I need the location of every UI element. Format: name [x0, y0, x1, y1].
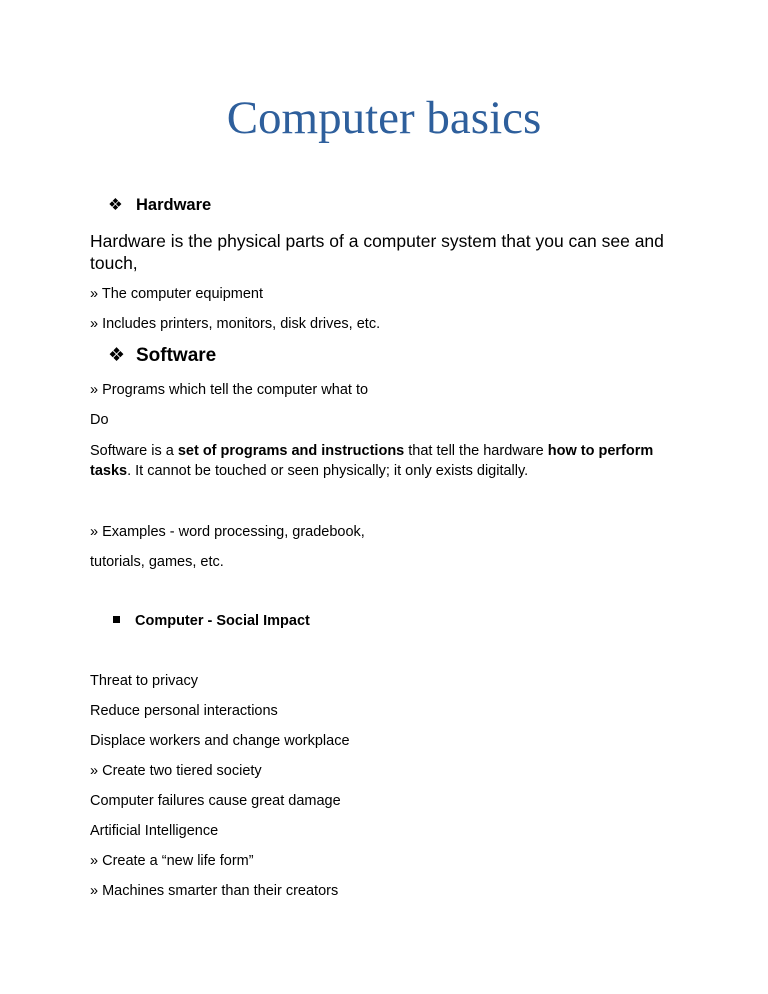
social-impact-heading-text: Computer - Social Impact	[135, 613, 310, 629]
social-impact-item: Artificial Intelligence	[90, 823, 219, 839]
hardware-heading	[108, 194, 211, 216]
software-paragraph-bold: how to perform tasks	[90, 443, 654, 479]
square-bullet-icon	[113, 616, 120, 623]
software-heading	[108, 344, 216, 368]
software-paragraph-bold: set of programs and instructions	[177, 443, 405, 459]
software-line: » Programs which tell the computer what to	[90, 382, 369, 398]
diamond-bullet-icon: ❖	[108, 196, 123, 214]
social-impact-item: Reduce personal interactions	[90, 703, 278, 719]
hardware-item: » The computer equipment	[90, 286, 264, 302]
software-paragraph	[90, 441, 690, 481]
social-impact-item: Displace workers and change workplace	[90, 733, 350, 749]
social-impact-item: » Create a “new life form”	[90, 853, 254, 869]
social-impact-item: Threat to privacy	[90, 673, 198, 689]
software-paragraph-text: that tell the hardware	[404, 443, 548, 459]
hardware-item: » Includes printers, monitors, disk drives, etc.	[90, 316, 381, 332]
software-paragraph-text: Software is a	[90, 443, 178, 459]
software-paragraph-text: . It cannot be touched or seen physically; it only exists digitally.	[127, 463, 529, 479]
social-impact-item: Computer failures cause great damage	[90, 793, 341, 809]
software-examples: » Examples - word processing, gradebook,	[90, 524, 365, 540]
hardware-description: Hardware is the physical parts of a computer system that you can see and touch,	[90, 231, 664, 273]
hardware-heading-text: Hardware	[136, 196, 212, 214]
social-impact-item: » Machines smarter than their creators	[90, 883, 339, 899]
software-heading-text: Software	[136, 345, 217, 366]
social-impact-heading	[113, 611, 310, 631]
social-impact-item: » Create two tiered society	[90, 763, 262, 779]
software-line: Do	[90, 412, 109, 428]
page-title: Computer basics	[226, 92, 542, 144]
diamond-bullet-icon: ❖	[108, 345, 126, 366]
software-examples: tutorials, games, etc.	[90, 554, 224, 570]
